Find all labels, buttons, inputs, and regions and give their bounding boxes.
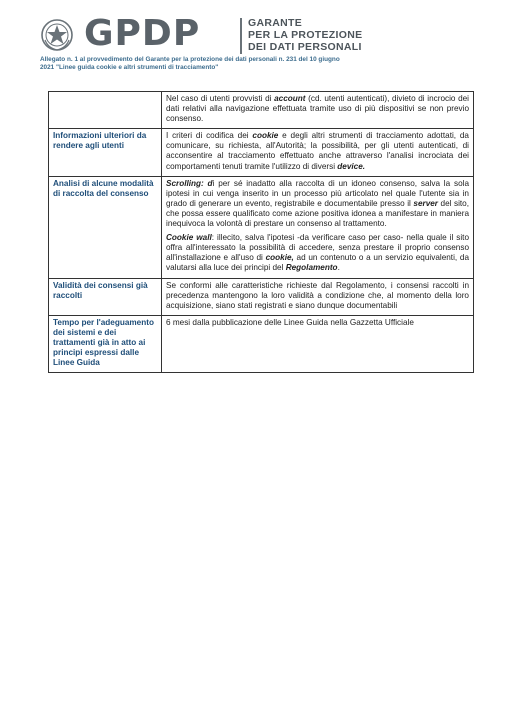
- emphasized-term: cookie,: [265, 253, 294, 263]
- row-content: [162, 92, 474, 129]
- text-run: del sito, che possa essere qualificato come azione positiva idonea a manifestare in maniera inequivoca la volontà di prestare un consenso al trattamento.: [166, 198, 469, 229]
- row-label: Tempo per l'adeguamento dei sistemi e dei trattamenti già in atto ai principi espressi dalle Linee Guida: [49, 315, 162, 372]
- content-paragraph: [166, 179, 469, 229]
- table-body: [49, 92, 474, 373]
- logo-divider: [240, 18, 242, 54]
- text-run: 6 mesi dalla pubblicazione delle Linee Guida nella Gazzetta Ufficiale: [166, 317, 414, 327]
- table-row: [49, 176, 474, 278]
- emphasized-term: Cookie wall: [166, 233, 212, 243]
- content-paragraph: [166, 281, 469, 311]
- table-row: [49, 278, 474, 315]
- document-header: [40, 12, 490, 56]
- row-label: [49, 92, 162, 129]
- text-run: Se conformi alle caratteristiche richieste dal Regolamento, i consensi raccolti in precedenza mantengono la loro validità a condizione che, al momento della loro acquisizione, siano stati registrati e siano dunque documentabili: [166, 280, 469, 310]
- emphasized-term: device.: [337, 161, 366, 171]
- logo-text-line: DEI DATI PERSONALI: [248, 41, 362, 53]
- table-row: [49, 315, 474, 372]
- text-run: .: [337, 263, 340, 273]
- logo-text-line: PER LA PROTEZIONE: [248, 29, 363, 41]
- row-label: Analisi di alcune modalità di raccolta del consenso: [49, 176, 162, 278]
- text-run: ad un contenuto o a un servizio equivalenti, da valutarsi alla luce dei principi del: [166, 253, 469, 273]
- emphasized-term: Regolamento: [285, 263, 338, 273]
- text-run: Nel caso di utenti provvisti di: [166, 94, 275, 103]
- annex-caption-line: Allegato n. 1 al provvedimento del Garante per la protezione dei dati personali n. 231 del 10 giugno: [40, 56, 340, 63]
- text-run: i per sé inadatto alla raccolta di un idoneo consenso, salva la sola ipotesi in cui venga inserito in un processo più articolato nel quale l'utente sia in grado di generare un evento, registrabile e documentabile presso il: [166, 178, 470, 208]
- annex-caption-line: 2021 "Linee guida cookie e altri strumenti di tracciamento": [40, 64, 219, 71]
- content-paragraph: [166, 233, 469, 273]
- content-paragraph: [166, 94, 469, 124]
- content-paragraph: [166, 318, 469, 328]
- text-run: e degli altri strumenti di tracciamento adottati, da comunicare, su richiesta, all'Autorità; la possibilità, per gli utenti autenticati, di acconsentire al tracciamento effettuato anche attraverso l'analisi incrociata dei comportamenti tenuti tramite l'utilizzo di diversi: [166, 131, 469, 171]
- row-label: Informazioni ulteriori da rendere agli utenti: [49, 129, 162, 176]
- republic-emblem-icon: [40, 18, 74, 52]
- content-paragraph: [166, 131, 469, 171]
- row-label: Validità dei consensi già raccolti: [49, 278, 162, 315]
- emphasized-term: Scrolling: d: [166, 178, 213, 188]
- row-content: [162, 176, 474, 278]
- logo-mark: GPDP: [84, 13, 201, 54]
- text-run: (cd. utenti autenticati), divieto di incrocio dei dati relativi alla navigazione effettuata tramite uso di più dispositivi se non previo consenso.: [166, 94, 470, 124]
- logo-text: [248, 17, 362, 53]
- logo-text-line: GARANTE: [248, 17, 303, 29]
- row-content: [162, 278, 474, 315]
- text-run: I criteri di codifica dei: [166, 131, 253, 141]
- guidelines-table: [48, 91, 474, 373]
- emphasized-term: account: [274, 94, 306, 103]
- table-row: [49, 92, 474, 129]
- annex-caption: [40, 56, 480, 72]
- emphasized-term: server: [413, 198, 438, 208]
- row-content: [162, 129, 474, 176]
- table-row: [49, 129, 474, 176]
- text-run: : illecito, salva l'ipotesi -da verificare caso per caso- nella quale il sito offra all'interessato la possibilità di accedere, senza prestare il proprio consenso all'installazione e all'uso di: [166, 233, 470, 263]
- emphasized-term: cookie: [252, 131, 279, 141]
- row-content: [162, 315, 474, 372]
